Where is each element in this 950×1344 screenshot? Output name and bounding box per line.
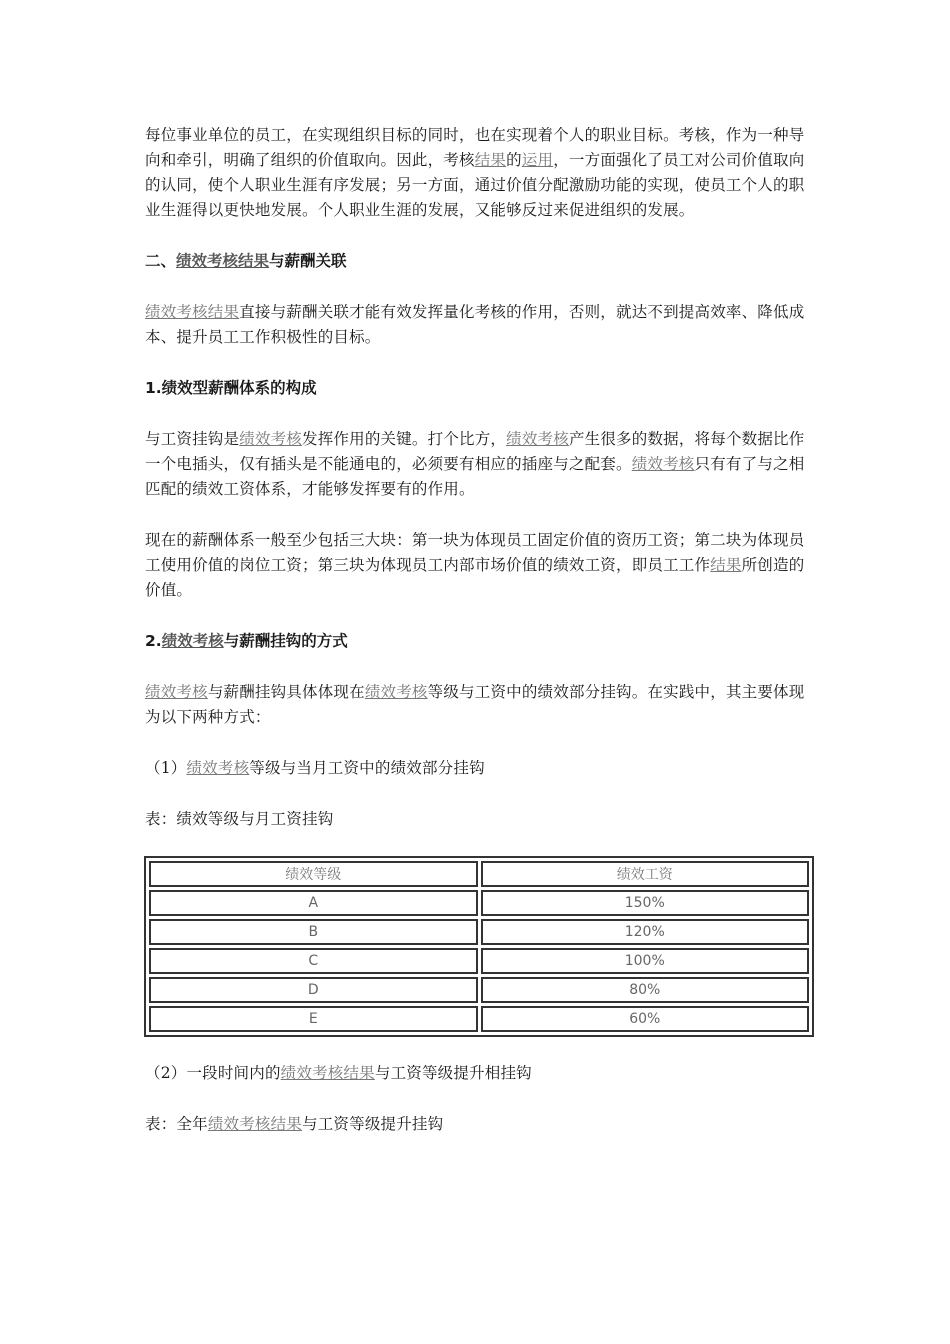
paragraph-linking-intro [145,680,813,730]
paragraph-method-1 [145,756,813,781]
text-span: 与薪酬挂钩具体体现在 [207,683,365,701]
text-span: 现在的薪酬体系一般至少包括三大块：第一块为体现员工固定价值的资历工资；第二块为体现员工使用价值的岗位工资；第三块为体现员工内部市场价值的绩效工资，即员工工作 [145,531,805,574]
table-row [149,948,809,974]
table-cell: 60% [481,1006,810,1032]
table-cell: 100% [481,948,810,974]
link-result[interactable]: 结果 [474,151,507,169]
subheading-salary-structure [145,376,813,401]
table-row [149,890,809,916]
text-span: 每位事业单位的员工，在实现组织目标的同时，也在实现着个人的职业目标。考核，作为一种导向和牵引，明确了组织的价值取向。因此，考核 [145,126,805,169]
link-performance-result[interactable]: 绩效考核结果 [280,1064,375,1082]
table-header-row [149,861,809,887]
table-row [149,919,809,945]
subheading-linking-methods [145,629,813,654]
table-row [149,1006,809,1032]
text-span: 所创造的价值。 [145,556,805,599]
table-header-cell: 绩效工资 [481,861,810,887]
text-span: 2. [145,632,162,650]
link-performance-appraisal[interactable]: 绩效考核 [186,759,250,777]
table-cell: A [149,890,478,916]
link-performance-appraisal[interactable]: 绩效考核 [364,683,428,701]
link-performance-appraisal[interactable]: 绩效考核 [161,632,224,650]
link-performance-appraisal[interactable]: 绩效考核 [145,683,208,701]
text-span: 与工资等级提升挂钩 [302,1115,444,1133]
table-cell: B [149,919,478,945]
text-span: ，一方面强化了员工对公司价值取向的认同，使个人职业生涯有序发展；另一方面，通过价值分配激励功能的实现，使员工个人的职业生涯得以更快地发展。个人职业生涯的发展，又能够反过来促进组织的发展。 [145,151,805,219]
text-span: 与薪酬挂钩的方式 [223,632,348,650]
link-result[interactable]: 结果 [710,556,742,574]
text-span: 等级与工资中的绩效部分挂钩。在实践中，其主要体现为以下两种方式： [145,683,805,726]
table-cell: E [149,1006,478,1032]
text-span: 直接与薪酬关联才能有效发挥量化考核的作用，否则，就达不到提高效率、降低成本、提升员工工作积极性的目标。 [145,303,805,346]
paragraph-method-2 [145,1061,813,1086]
document-body [145,123,813,1163]
link-performance-result[interactable]: 绩效考核结果 [145,303,240,321]
paragraph-three-blocks [145,528,813,603]
table-cell: 150% [481,890,810,916]
text-span: 与工资挂钩是 [145,430,240,448]
paragraph-career-development [145,123,813,223]
text-span: 只有有了与之相匹配的绩效工资体系，才能够发挥要有的作用。 [145,455,805,498]
section-heading-salary-link [145,249,813,274]
table-cell: D [149,977,478,1003]
table-caption-annual [145,1112,813,1137]
text-span: （1） [145,759,187,777]
table-header-cell: 绩效等级 [149,861,478,887]
grade-salary-table [144,856,814,1037]
text-span: 与薪酬关联 [269,252,347,270]
paragraph-plug-analogy [145,427,813,502]
table-cell: 80% [481,977,810,1003]
text-span: 1.绩效型薪酬体系的构成 [145,379,317,397]
paragraph-salary-link [145,300,813,350]
text-span: 与工资等级提升相挂钩 [374,1064,532,1082]
link-performance-appraisal[interactable]: 绩效考核 [631,455,695,473]
text-span: 发挥作用的关键。打个比方， [302,430,507,448]
table-caption: 表：绩效等级与月工资挂钩 [145,810,334,828]
text-span: 二、 [145,252,177,270]
text-span: 等级与当月工资中的绩效部分挂钩 [249,759,485,777]
link-performance-appraisal[interactable]: 绩效考核 [239,430,303,448]
link-performance-appraisal[interactable]: 绩效考核 [506,430,569,448]
link-performance-result[interactable]: 绩效考核结果 [207,1115,303,1133]
text-span: 产生很多的数据，将每个数据比作一个电插头，仅有插头是不能通电的，必须要有相应的插座与之配套。 [145,430,805,473]
link-performance-result[interactable]: 绩效考核结果 [176,252,270,270]
text-span: 表：全年 [145,1115,208,1133]
text-span: 的 [506,151,522,169]
text-span: （2）一段时间内的 [145,1064,281,1082]
link-application[interactable]: 运用 [521,151,554,169]
table-row [149,977,809,1003]
table-cell: 120% [481,919,810,945]
table-cell: C [149,948,478,974]
